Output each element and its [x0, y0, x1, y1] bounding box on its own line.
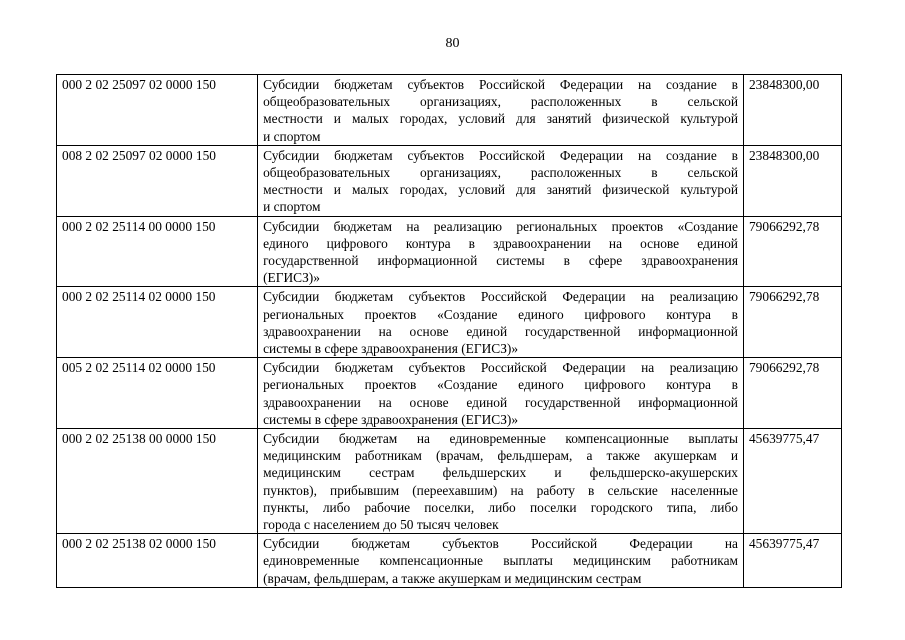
amount-cell: 23848300,00: [743, 75, 841, 146]
description-line: местности и малых городах, условий для занятий физической культурой: [263, 111, 738, 127]
budget-code-cell: 000 2 02 25138 02 0000 150: [57, 534, 258, 588]
description-line: здравоохранении на основе единой государственной информационной: [263, 394, 738, 410]
table-row: [57, 216, 842, 287]
table-row: [57, 429, 842, 534]
amount-cell: 79066292,78: [743, 358, 841, 429]
description-line: пунктов), прибывшим (переехавшим) на работу в сельские населенные: [263, 482, 738, 498]
description-cell: [258, 429, 744, 534]
table-row: [57, 358, 842, 429]
budget-code-cell: 000 2 02 25114 00 0000 150: [57, 216, 258, 287]
description-line: Субсидии бюджетам субъектов Российской Федерации на реализацию: [263, 289, 738, 305]
description-cell: [258, 216, 744, 287]
description-line: Субсидии бюджетам на единовременные компенсационные выплаты: [263, 431, 738, 447]
description-line: и спортом: [263, 199, 321, 215]
description-line: местности и малых городах, условий для занятий физической культурой: [263, 182, 738, 198]
description-line: (врачам, фельдшерам, а также акушеркам и медицинским сестрам: [263, 570, 642, 586]
description-line: здравоохранении на основе единой государственной информационной: [263, 323, 738, 339]
description-line: единого цифрового контура в здравоохранении на основе единой: [263, 235, 738, 251]
amount-cell: 79066292,78: [743, 216, 841, 287]
description-line: Субсидии бюджетам на реализацию региональных проектов «Создание: [263, 218, 738, 234]
description-cell: [258, 145, 744, 216]
description-cell: [258, 358, 744, 429]
page-number: 80: [445, 36, 460, 51]
amount-cell: 79066292,78: [743, 287, 841, 358]
budget-code-cell: 005 2 02 25114 02 0000 150: [57, 358, 258, 429]
description-line: региональных проектов «Создание единого цифрового контура в: [263, 306, 738, 322]
description-line: Субсидии бюджетам субъектов Российской Федерации на создание в: [263, 147, 738, 163]
description-line: Субсидии бюджетам субъектов Российской Федерации на создание в: [263, 77, 738, 92]
description-line: единовременные компенсационные выплаты медицинским работникам: [263, 553, 738, 569]
description-line: города с населением до 50 тысяч человек: [263, 517, 499, 533]
table-body: [57, 75, 842, 588]
description-line: Субсидии бюджетам субъектов Российской Федерации на реализацию: [263, 360, 738, 376]
amount-cell: 45639775,47: [743, 534, 841, 588]
amount-cell: 23848300,00: [743, 145, 841, 216]
table-row: [57, 287, 842, 358]
budget-code-cell: 000 2 02 25097 02 0000 150: [57, 75, 258, 146]
amount-cell: 45639775,47: [743, 429, 841, 534]
description-line: общеобразовательных организациях, расположенных в сельской: [263, 165, 738, 181]
table-row: [57, 75, 842, 146]
description-line: государственной информационной системы в сфере здравоохранения: [263, 253, 738, 269]
description-line: (ЕГИСЗ)»: [263, 270, 320, 286]
description-line: Субсидии бюджетам субъектов Российской Федерации на: [263, 536, 738, 552]
description-line: пункты, либо рабочие поселки, либо поселки городского типа, либо: [263, 499, 738, 515]
budget-code-cell: 000 2 02 25114 02 0000 150: [57, 287, 258, 358]
budget-code-cell: 000 2 02 25138 00 0000 150: [57, 429, 258, 534]
description-line: медицинским сестрам фельдшерских и фельдшерско-акушерских: [263, 465, 738, 481]
table-row: [57, 145, 842, 216]
description-line: системы в сфере здравоохранения (ЕГИСЗ)»: [263, 341, 519, 357]
description-cell: [258, 75, 744, 146]
description-line: системы в сфере здравоохранения (ЕГИСЗ)»: [263, 411, 519, 427]
description-line: общеобразовательных организациях, расположенных в сельской: [263, 94, 738, 110]
table-row: [57, 534, 842, 588]
description-cell: [258, 287, 744, 358]
description-line: медицинским работникам (врачам, фельдшерам, а также акушеркам и: [263, 448, 738, 464]
budget-table: [56, 74, 842, 588]
description-line: и спортом: [263, 128, 321, 144]
description-cell: [258, 534, 744, 588]
description-line: региональных проектов «Создание единого цифрового контура в: [263, 377, 738, 393]
budget-code-cell: 008 2 02 25097 02 0000 150: [57, 145, 258, 216]
